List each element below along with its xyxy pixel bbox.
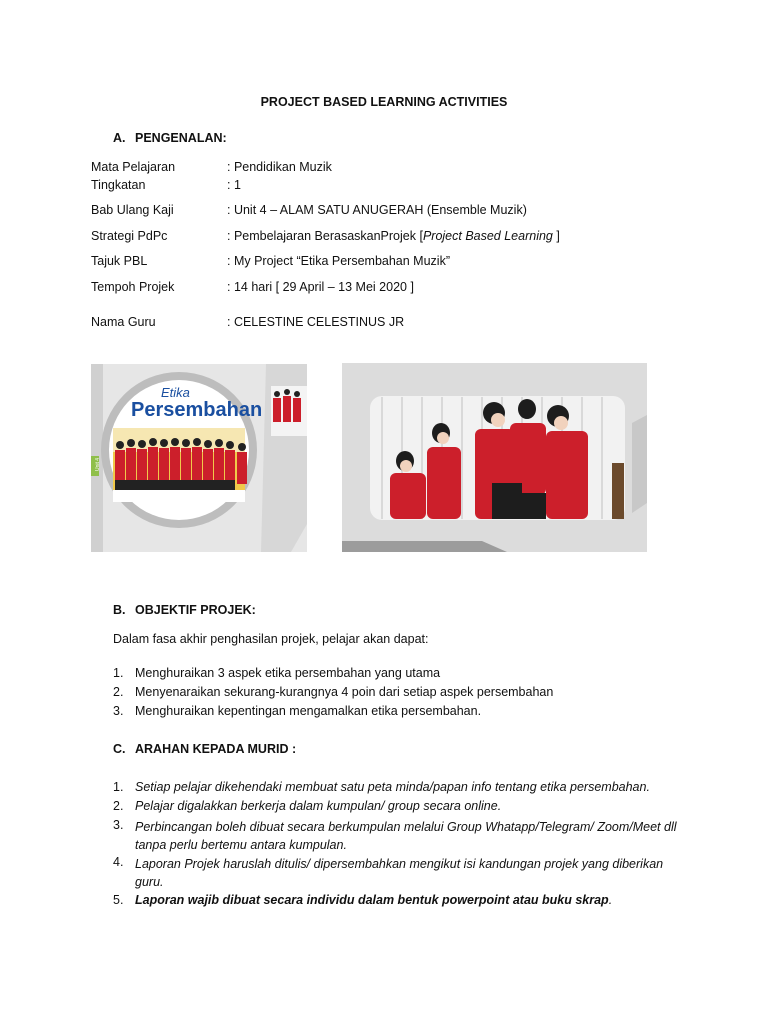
section-b-title: OBJEKTIF PROJEK: xyxy=(135,603,256,617)
textbook-page-image xyxy=(91,364,307,552)
section-c-title: ARAHAN KEPADA MURID : xyxy=(135,742,297,756)
info-label-chapter: Bab Ulang Kaji xyxy=(91,203,174,217)
section-c-letter: C. xyxy=(113,742,126,756)
info-label-topic: Tajuk PBL xyxy=(91,254,148,268)
info-label-strategy: Strategi PdPc xyxy=(91,229,168,243)
textbook-side-tag: Unit 4 xyxy=(95,457,101,471)
last-item-text: Laporan wajib dibuat secara individu dalam bentuk powerpoint atau buku skrap xyxy=(135,893,609,907)
info-label-subject: Mata Pelajaran xyxy=(91,160,176,174)
strategy-prefix: : Pembelajaran BerasaskanProjek [ xyxy=(227,229,423,243)
info-label-teacher: Nama Guru xyxy=(91,315,156,329)
section-b-heading xyxy=(113,603,256,617)
section-b-letter: B. xyxy=(113,603,126,617)
info-label-duration: Tempoh Projek xyxy=(91,280,175,294)
info-value-strategy xyxy=(227,229,560,243)
students-photo-image xyxy=(342,363,647,552)
section-a-letter: A. xyxy=(113,131,126,145)
strategy-suffix: ] xyxy=(552,229,560,243)
textbook-heading-small: Etika xyxy=(161,385,190,400)
section-a-title: PENGENALAN: xyxy=(135,131,227,145)
section-a-heading xyxy=(113,131,227,145)
strategy-italic: Project Based Learning xyxy=(422,229,553,243)
students-photo-illustration xyxy=(342,363,647,552)
info-value-teacher: : CELESTINE CELESTINUS JR xyxy=(227,315,405,329)
info-value-subject: : Pendidikan Muzik xyxy=(227,160,332,174)
document-title: PROJECT BASED LEARNING ACTIVITIES xyxy=(260,95,508,109)
info-label-level: Tingkatan xyxy=(91,178,146,192)
last-item-suffix: . xyxy=(608,893,613,907)
info-value-duration: : 14 hari [ 29 April – 13 Mei 2020 ] xyxy=(227,280,414,294)
info-value-level: : 1 xyxy=(227,178,241,192)
info-value-chapter: : Unit 4 – ALAM SATU ANUGERAH (Ensemble Muzik) xyxy=(227,203,527,217)
section-b-intro: Dalam fasa akhir penghasilan projek, pelajar akan dapat: xyxy=(113,632,429,646)
textbook-page-illustration xyxy=(91,364,307,552)
textbook-heading-big: Persembahan xyxy=(131,399,263,421)
info-value-topic: : My Project “Etika Persembahan Muzik” xyxy=(227,254,450,268)
section-c-heading xyxy=(113,742,296,756)
